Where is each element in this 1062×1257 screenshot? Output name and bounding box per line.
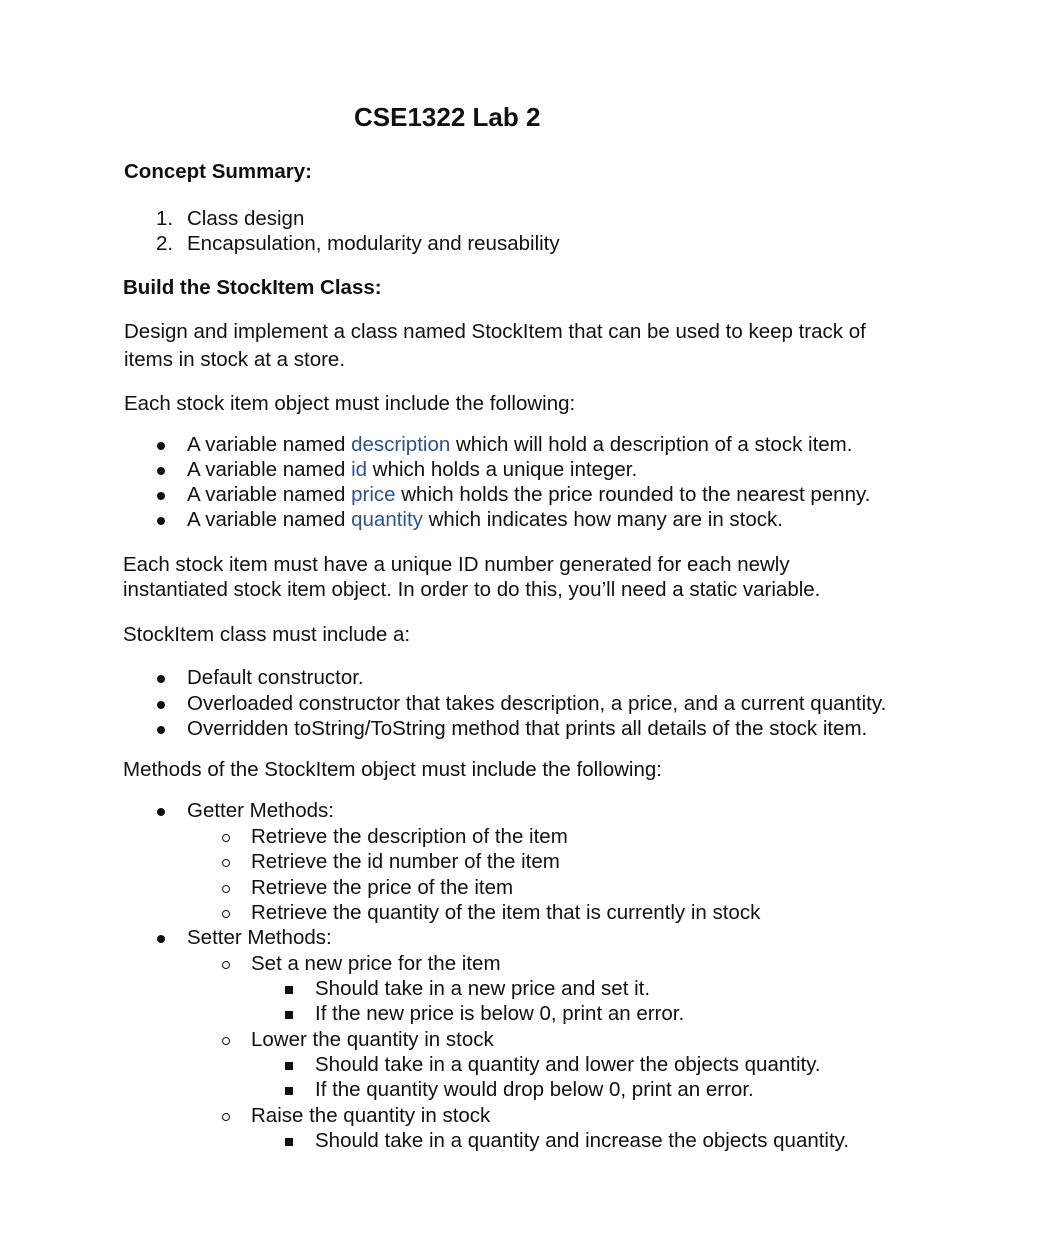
getter-item: Retrieve the id number of the item bbox=[251, 850, 560, 873]
variable-name: price bbox=[351, 483, 396, 506]
concept-item-number: 2. bbox=[156, 232, 174, 255]
class-include-intro: StockItem class must include a: bbox=[123, 623, 411, 646]
square-bullet-icon bbox=[285, 986, 293, 994]
setter-detail: If the new price is below 0, print an error. bbox=[315, 1002, 685, 1025]
square-bullet-icon bbox=[285, 1087, 293, 1095]
setter-item: Raise the quantity in stock bbox=[251, 1104, 491, 1127]
getter-label: Getter Methods: bbox=[187, 799, 334, 822]
circle-bullet-icon bbox=[222, 834, 230, 842]
include-intro: Each stock item object must include the following: bbox=[124, 392, 576, 415]
setter-detail: Should take in a quantity and increase the objects quantity. bbox=[315, 1129, 850, 1152]
concept-item: Encapsulation, modularity and reusability bbox=[187, 232, 560, 255]
variable-prefix: A variable named bbox=[187, 508, 352, 531]
setter-detail: Should take in a new price and set it. bbox=[315, 977, 651, 1000]
intro-paragraph-line: Design and implement a class named StockItem that can be used to keep track of bbox=[124, 320, 866, 343]
setter-label: Setter Methods: bbox=[187, 926, 332, 949]
setter-detail: If the quantity would drop below 0, print an error. bbox=[315, 1078, 754, 1101]
circle-bullet-icon bbox=[222, 885, 230, 893]
variable-suffix: which holds a unique integer. bbox=[367, 458, 638, 481]
setter-item: Set a new price for the item bbox=[251, 952, 501, 975]
class-item: Overridden toString/ToString method that prints all details of the stock item. bbox=[187, 717, 868, 740]
concept-item: Class design bbox=[187, 207, 305, 230]
bullet-icon bbox=[157, 442, 165, 450]
variable-prefix: A variable named bbox=[187, 458, 352, 481]
variable-suffix: which indicates how many are in stock. bbox=[422, 508, 783, 531]
setter-item: Lower the quantity in stock bbox=[251, 1028, 494, 1051]
bullet-icon bbox=[157, 467, 165, 475]
class-item: Overloaded constructor that takes description, a price, and a current quantity. bbox=[187, 692, 887, 715]
bullet-icon bbox=[157, 935, 165, 943]
intro-paragraph-line: items in stock at a store. bbox=[124, 348, 346, 371]
variable-name: quantity bbox=[351, 508, 423, 531]
bullet-icon bbox=[157, 675, 165, 683]
variable-item bbox=[187, 485, 870, 506]
variable-name: description bbox=[351, 433, 451, 456]
unique-id-paragraph-line: instantiated stock item object. In order to do this, you’ll need a static variable. bbox=[123, 578, 821, 601]
concept-summary-heading: Concept Summary: bbox=[124, 160, 312, 183]
getter-item: Retrieve the description of the item bbox=[251, 825, 568, 848]
square-bullet-icon bbox=[285, 1138, 293, 1146]
variable-item bbox=[187, 460, 637, 481]
variable-prefix: A variable named bbox=[187, 433, 352, 456]
circle-bullet-icon bbox=[222, 1113, 230, 1121]
circle-bullet-icon bbox=[222, 961, 230, 969]
getter-item: Retrieve the price of the item bbox=[251, 876, 514, 899]
setter-detail: Should take in a quantity and lower the objects quantity. bbox=[315, 1053, 821, 1076]
bullet-icon bbox=[157, 808, 165, 816]
bullet-icon bbox=[157, 492, 165, 500]
circle-bullet-icon bbox=[222, 910, 230, 918]
build-heading: Build the StockItem Class: bbox=[123, 276, 382, 299]
class-item: Default constructor. bbox=[187, 666, 364, 689]
square-bullet-icon bbox=[285, 1011, 293, 1019]
circle-bullet-icon bbox=[222, 1037, 230, 1045]
bullet-icon bbox=[157, 517, 165, 525]
variable-prefix: A variable named bbox=[187, 483, 352, 506]
variable-item bbox=[187, 435, 852, 456]
variable-suffix: which will hold a description of a stock item. bbox=[450, 433, 853, 456]
concept-item-number: 1. bbox=[156, 207, 174, 230]
bullet-icon bbox=[157, 726, 165, 734]
unique-id-paragraph-line: Each stock item must have a unique ID number generated for each newly bbox=[123, 553, 790, 576]
variable-suffix: which holds the price rounded to the nearest penny. bbox=[395, 483, 871, 506]
variable-item bbox=[187, 510, 783, 531]
page-title: CSE1322 Lab 2 bbox=[354, 102, 541, 132]
square-bullet-icon bbox=[285, 1062, 293, 1070]
bullet-icon bbox=[157, 701, 165, 709]
circle-bullet-icon bbox=[222, 859, 230, 867]
getter-item: Retrieve the quantity of the item that is currently in stock bbox=[251, 901, 761, 924]
methods-intro: Methods of the StockItem object must include the following: bbox=[123, 758, 662, 781]
variable-name: id bbox=[351, 458, 368, 481]
